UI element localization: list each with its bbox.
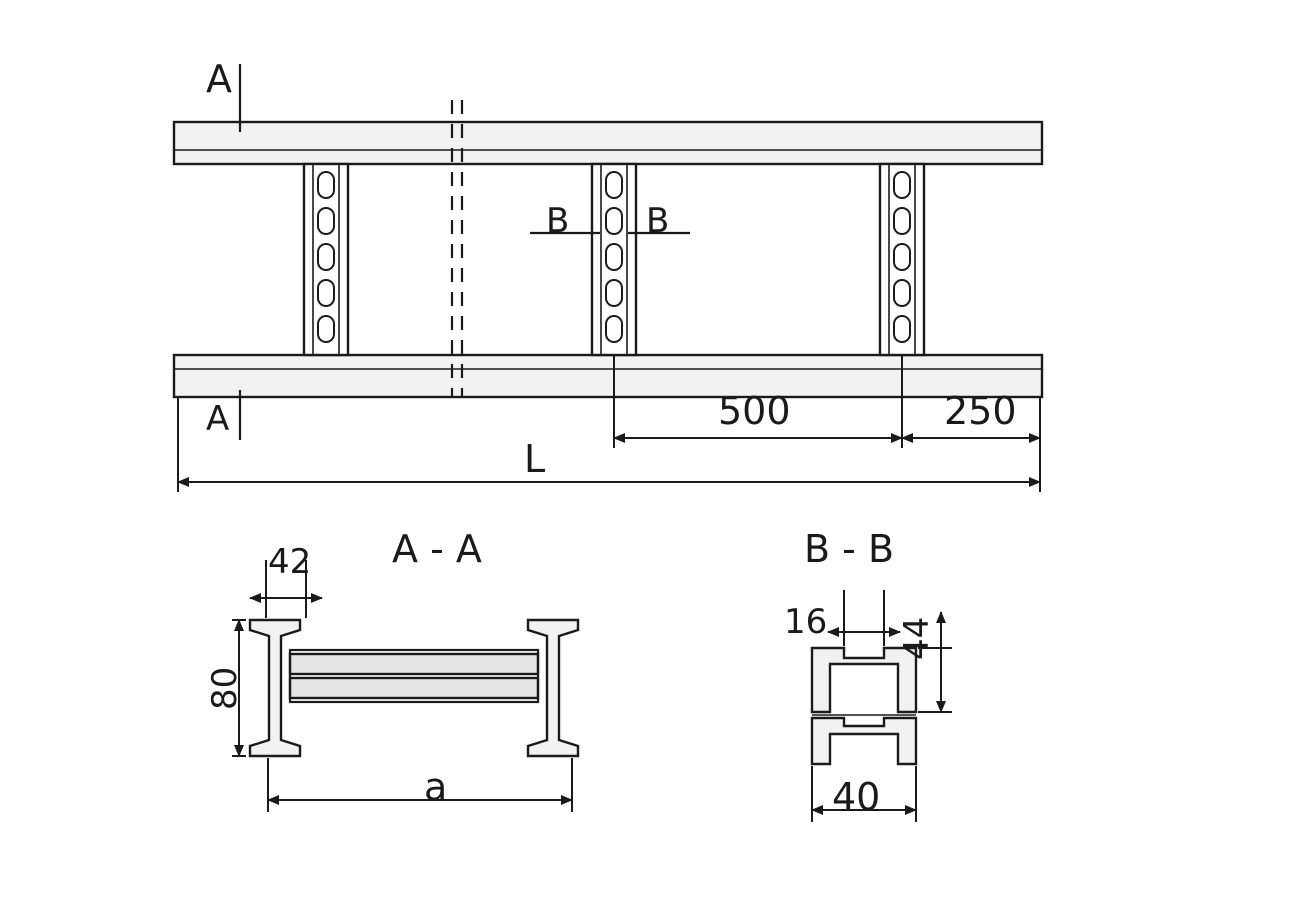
section-label-b-right: B [646, 201, 670, 241]
rung-right [880, 164, 924, 355]
rung-left [304, 164, 348, 355]
dimension-label-80: 80 [205, 666, 245, 710]
dimension-label-a: a [424, 765, 448, 809]
dimension-16 [828, 590, 900, 646]
rung-cross-section [290, 650, 538, 702]
dimension-label-42: 42 [268, 542, 312, 582]
top-side-rail [174, 122, 1042, 164]
rung-lower-channel [812, 718, 916, 764]
plan-view [174, 64, 1042, 492]
bottom-side-rail [174, 355, 1042, 397]
section-aa-view [232, 560, 578, 812]
rung-middle [592, 164, 636, 355]
section-bb-title: B - B [804, 527, 895, 571]
dimension-label-250: 250 [944, 389, 1017, 433]
section-label-b-left: B [546, 201, 570, 241]
dimension-label-500: 500 [718, 389, 791, 433]
dimension-label-16: 16 [784, 602, 828, 642]
dimension-a [268, 758, 572, 812]
section-label-a-bottom: A [206, 399, 230, 439]
section-aa-title: A - A [392, 527, 482, 571]
section-label-a-top: A [206, 57, 232, 101]
dimension-L [178, 397, 1040, 492]
dimension-label-44: 44 [897, 616, 937, 660]
dimension-label-40: 40 [832, 775, 881, 819]
dimension-label-L: L [524, 437, 546, 481]
